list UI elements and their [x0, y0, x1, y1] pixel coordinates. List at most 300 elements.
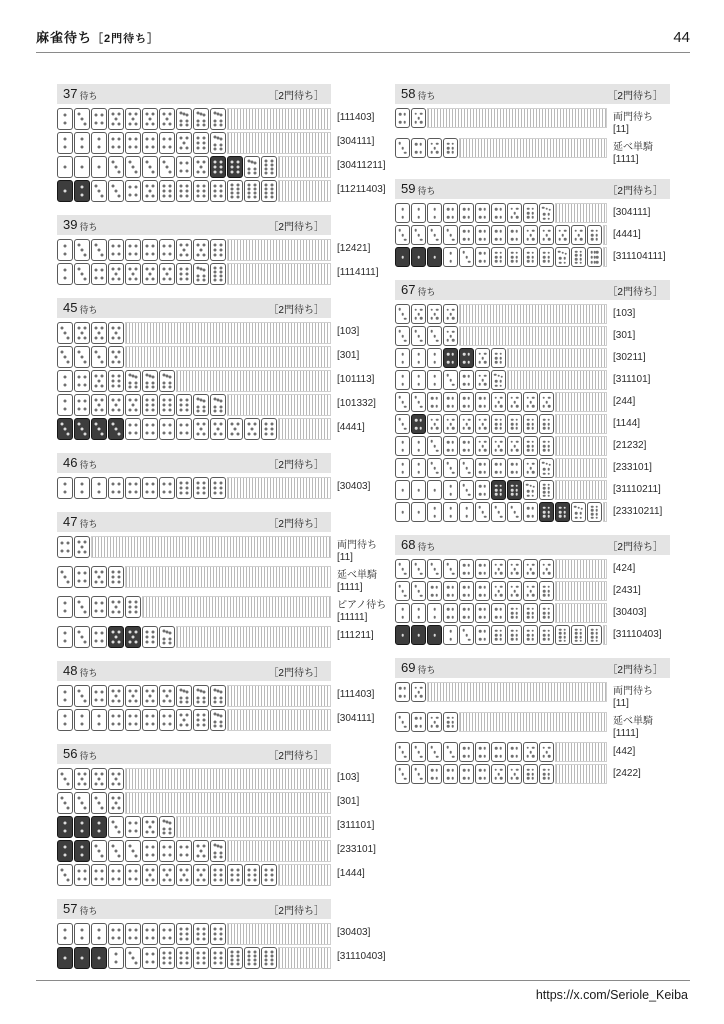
- mahjong-tile: [395, 764, 410, 784]
- mahjong-tile: [459, 458, 474, 478]
- tile-hand: [57, 156, 331, 178]
- mahjong-tile: [475, 225, 490, 245]
- section-number: 45: [63, 300, 78, 315]
- wait-code-label: [2422]: [613, 768, 641, 779]
- empty-slots-hatch: [555, 742, 607, 762]
- mahjong-tile: [411, 682, 426, 702]
- wait-code-label: [304111]: [337, 136, 375, 147]
- row-labels: [337, 394, 376, 410]
- mahjong-tile: [443, 712, 458, 732]
- section-suffix-label: 待ち: [79, 305, 98, 315]
- wait-code-label: [30403]: [337, 481, 371, 492]
- mahjong-tile: [125, 923, 141, 945]
- mahjong-tile: [491, 348, 506, 368]
- tile-row: [395, 581, 670, 601]
- mahjong-tile: [411, 712, 426, 732]
- mahjong-tile: [176, 180, 192, 202]
- tile-row: [57, 840, 395, 862]
- section-header: [57, 84, 331, 104]
- mahjong-tile-highlighted: [427, 625, 442, 645]
- mahjong-tile: [475, 436, 490, 456]
- mahjong-tile: [159, 239, 175, 261]
- mahjong-tile: [159, 709, 175, 731]
- empty-slots-hatch: [555, 436, 607, 456]
- wait-section: [395, 535, 670, 645]
- mahjong-tile: [227, 864, 243, 886]
- mahjong-tile: [108, 709, 124, 731]
- wait-section: [57, 84, 395, 202]
- content-area: [57, 84, 670, 982]
- mahjong-tile: [539, 603, 554, 623]
- mahjong-tile: [108, 477, 124, 499]
- mahjong-tile: [193, 156, 209, 178]
- mahjong-tile-highlighted: [411, 247, 426, 267]
- mahjong-tile: [108, 816, 124, 838]
- mahjong-tile-highlighted: [57, 947, 73, 969]
- mahjong-tile: [411, 203, 426, 223]
- wait-code-label: [21232]: [613, 440, 647, 451]
- mahjong-tile: [142, 394, 158, 416]
- mahjong-tile: [91, 566, 107, 588]
- empty-slots-hatch: [555, 414, 607, 434]
- mahjong-tile: [193, 685, 209, 707]
- row-labels: [337, 596, 386, 624]
- mahjong-tile: [395, 348, 410, 368]
- wait-code-label: [1144]: [613, 418, 641, 429]
- mahjong-tile: [210, 709, 226, 731]
- wait-section: [57, 661, 395, 731]
- mahjong-tile: [507, 603, 522, 623]
- mahjong-tile: [411, 304, 426, 324]
- empty-slots-hatch: [227, 709, 331, 731]
- mahjong-tile: [57, 263, 73, 285]
- mahjong-tile: [57, 346, 73, 368]
- mahjong-tile: [125, 108, 141, 130]
- tile-row: [395, 392, 670, 412]
- mahjong-tile: [91, 685, 107, 707]
- empty-slots-hatch: [278, 156, 331, 178]
- section-suffix-label: 待ち: [79, 906, 98, 916]
- mahjong-tile: [176, 156, 192, 178]
- mahjong-tile: [427, 414, 442, 434]
- wait-code-label: [304111]: [337, 713, 375, 724]
- mahjong-tile: [108, 263, 124, 285]
- mahjong-tile: [475, 392, 490, 412]
- mahjong-tile: [193, 864, 209, 886]
- tile-hand: [395, 225, 607, 245]
- section-header: [395, 280, 670, 300]
- tile-hand: [395, 247, 607, 267]
- mahjong-tile: [57, 132, 73, 154]
- mahjong-tile: [395, 370, 410, 390]
- tile-row: [395, 225, 670, 245]
- mahjong-tile-highlighted: [227, 156, 243, 178]
- mahjong-tile-highlighted: [539, 502, 554, 522]
- mahjong-tile: [91, 626, 107, 648]
- mahjong-tile: [108, 947, 124, 969]
- mahjong-tile: [176, 394, 192, 416]
- mahjong-tile: [459, 370, 474, 390]
- mahjong-tile: [395, 480, 410, 500]
- empty-slots-hatch: [427, 108, 607, 128]
- mahjong-tile: [74, 346, 90, 368]
- empty-slots-hatch: [227, 685, 331, 707]
- mahjong-tile: [395, 559, 410, 579]
- wait-code-label: [233101]: [337, 844, 376, 855]
- wait-type-tag: ［2門待ち］: [268, 518, 324, 530]
- mahjong-tile: [108, 768, 124, 790]
- mahjong-tile: [395, 436, 410, 456]
- empty-slots-hatch: [555, 203, 607, 223]
- mahjong-tile: [459, 603, 474, 623]
- empty-slots-hatch: [459, 138, 607, 158]
- mahjong-tile: [210, 108, 226, 130]
- tile-hand: [57, 816, 331, 838]
- mahjong-tile: [261, 947, 277, 969]
- mahjong-tile: [443, 764, 458, 784]
- section-number: 68: [401, 537, 416, 552]
- mahjong-tile: [57, 370, 73, 392]
- mahjong-tile: [176, 709, 192, 731]
- mahjong-tile: [395, 326, 410, 346]
- right-column: [395, 84, 670, 982]
- mahjong-tile: [395, 682, 410, 702]
- mahjong-tile: [411, 559, 426, 579]
- row-labels: [613, 414, 640, 430]
- row-labels: [613, 458, 652, 474]
- mahjong-tile: [74, 792, 90, 814]
- mahjong-tile-highlighted: [74, 418, 90, 440]
- empty-slots-hatch: [125, 792, 331, 814]
- mahjong-tile: [395, 742, 410, 762]
- wait-type-tag: ［2門待ち］: [268, 304, 324, 316]
- mahjong-tile: [475, 581, 490, 601]
- mahjong-tile: [539, 742, 554, 762]
- mahjong-tile: [227, 418, 243, 440]
- wait-type-tag: ［2門待ち］: [607, 286, 663, 298]
- mahjong-tile: [244, 418, 260, 440]
- mahjong-tile: [91, 108, 107, 130]
- mahjong-tile-highlighted: [74, 840, 90, 862]
- mahjong-tile: [125, 263, 141, 285]
- tile-row: [57, 263, 395, 285]
- mahjong-tile: [395, 108, 410, 128]
- mahjong-tile: [523, 247, 538, 267]
- empty-slots-hatch: [227, 394, 331, 416]
- mahjong-tile: [261, 418, 277, 440]
- mahjong-tile-highlighted: [57, 418, 73, 440]
- mahjong-tile: [108, 394, 124, 416]
- wait-name-label: 両門待ち: [613, 112, 653, 123]
- row-labels: [613, 581, 641, 597]
- page-title-main: 麻雀待ち: [36, 30, 93, 45]
- mahjong-tile: [108, 792, 124, 814]
- mahjong-tile: [523, 414, 538, 434]
- mahjong-tile: [57, 792, 73, 814]
- mahjong-tile: [108, 370, 124, 392]
- mahjong-tile: [459, 225, 474, 245]
- mahjong-tile-highlighted: [57, 840, 73, 862]
- mahjong-tile: [142, 180, 158, 202]
- mahjong-tile: [427, 326, 442, 346]
- mahjong-tile: [491, 559, 506, 579]
- mahjong-tile: [587, 625, 602, 645]
- section-header: [57, 453, 331, 473]
- mahjong-tile: [539, 458, 554, 478]
- mahjong-tile: [142, 156, 158, 178]
- mahjong-tile: [142, 840, 158, 862]
- section-suffix-label: 待ち: [79, 668, 98, 678]
- mahjong-tile: [443, 603, 458, 623]
- row-labels: [613, 480, 661, 496]
- mahjong-tile: [261, 864, 277, 886]
- row-labels: [337, 239, 370, 255]
- empty-slots-hatch: [176, 370, 331, 392]
- empty-slots-hatch: [227, 263, 331, 285]
- row-labels: [613, 348, 646, 364]
- section-number: 69: [401, 660, 416, 675]
- mahjong-tile: [523, 502, 538, 522]
- mahjong-tile: [507, 203, 522, 223]
- mahjong-tile: [125, 709, 141, 731]
- mahjong-tile: [57, 239, 73, 261]
- mahjong-tile: [57, 596, 73, 618]
- section-number: 67: [401, 282, 416, 297]
- mahjong-tile: [523, 458, 538, 478]
- wait-code-label: [103]: [337, 326, 360, 337]
- mahjong-tile: [475, 247, 490, 267]
- mahjong-tile: [475, 559, 490, 579]
- mahjong-tile: [443, 458, 458, 478]
- mahjong-tile: [539, 436, 554, 456]
- mahjong-tile: [125, 864, 141, 886]
- left-column: [57, 84, 395, 982]
- mahjong-tile: [459, 247, 474, 267]
- row-labels: [613, 712, 653, 740]
- mahjong-tile: [159, 923, 175, 945]
- mahjong-tile: [491, 742, 506, 762]
- row-labels: [337, 709, 374, 725]
- tile-hand: [57, 864, 331, 886]
- mahjong-tile: [507, 559, 522, 579]
- tile-hand: [395, 138, 607, 158]
- mahjong-tile: [411, 480, 426, 500]
- mahjong-tile: [176, 840, 192, 862]
- section-number: 47: [63, 514, 78, 529]
- mahjong-tile: [74, 477, 90, 499]
- mahjong-tile: [443, 559, 458, 579]
- section-number: 37: [63, 86, 78, 101]
- wait-code-label: [12421]: [337, 243, 371, 254]
- tile-hand: [57, 596, 331, 618]
- footer-url[interactable]: https://x.com/Seriole_Keiba: [535, 988, 688, 1002]
- wait-code-label: [30403]: [337, 927, 371, 938]
- mahjong-tile: [507, 247, 522, 267]
- mahjong-tile: [443, 392, 458, 412]
- mahjong-tile: [74, 626, 90, 648]
- mahjong-tile: [395, 225, 410, 245]
- mahjong-tile: [491, 392, 506, 412]
- page-number: 44: [673, 29, 690, 46]
- tile-row: [57, 816, 395, 838]
- wait-code-label: [1111]: [613, 728, 639, 739]
- tile-hand: [57, 418, 331, 440]
- mahjong-tile: [459, 414, 474, 434]
- mahjong-tile: [443, 480, 458, 500]
- row-labels: [337, 816, 374, 832]
- mahjong-tile: [523, 764, 538, 784]
- section-header: [57, 512, 331, 532]
- row-labels: [337, 180, 386, 196]
- wait-code-label: [30403]: [613, 607, 647, 618]
- tile-hand: [395, 304, 607, 324]
- mahjong-tile: [57, 566, 73, 588]
- mahjong-tile: [142, 108, 158, 130]
- mahjong-tile: [91, 792, 107, 814]
- mahjong-tile: [523, 203, 538, 223]
- tile-hand: [57, 626, 331, 648]
- mahjong-tile: [523, 480, 538, 500]
- empty-slots-hatch: [427, 682, 607, 702]
- mahjong-tile: [193, 132, 209, 154]
- mahjong-tile: [395, 502, 410, 522]
- mahjong-tile: [427, 603, 442, 623]
- mahjong-tile: [210, 394, 226, 416]
- mahjong-tile: [261, 156, 277, 178]
- mahjong-tile: [210, 864, 226, 886]
- section-header: [57, 215, 331, 235]
- tile-hand: [395, 203, 607, 223]
- mahjong-tile: [57, 394, 73, 416]
- mahjong-tile: [108, 322, 124, 344]
- mahjong-tile: [539, 559, 554, 579]
- empty-slots-hatch: [603, 225, 607, 245]
- mahjong-tile: [395, 458, 410, 478]
- mahjong-tile: [57, 108, 73, 130]
- section-suffix-label: 待ち: [79, 460, 98, 470]
- mahjong-tile: [159, 370, 175, 392]
- tile-hand: [395, 108, 607, 128]
- empty-slots-hatch: [555, 603, 607, 623]
- wait-code-label: [2431]: [613, 585, 641, 596]
- empty-slots-hatch: [459, 304, 607, 324]
- tile-hand: [395, 581, 607, 601]
- empty-slots-hatch: [278, 947, 331, 969]
- mahjong-tile-highlighted: [91, 418, 107, 440]
- mahjong-tile: [57, 536, 73, 558]
- tile-hand: [57, 840, 331, 862]
- tile-row: [57, 566, 395, 594]
- tile-hand: [57, 566, 331, 588]
- mahjong-tile: [57, 156, 73, 178]
- mahjong-tile: [57, 709, 73, 731]
- empty-slots-hatch: [603, 247, 607, 267]
- mahjong-tile: [57, 864, 73, 886]
- wait-section: [57, 298, 395, 440]
- mahjong-tile: [539, 625, 554, 645]
- tile-row: [57, 685, 395, 707]
- row-labels: [613, 764, 641, 780]
- mahjong-tile: [176, 108, 192, 130]
- mahjong-tile: [91, 864, 107, 886]
- tile-hand: [57, 132, 331, 154]
- mahjong-tile: [91, 180, 107, 202]
- mahjong-tile: [443, 742, 458, 762]
- mahjong-tile-highlighted: [125, 626, 141, 648]
- section-header: [395, 658, 670, 678]
- mahjong-tile: [395, 138, 410, 158]
- row-labels: [337, 923, 370, 939]
- mahjong-tile-highlighted: [74, 947, 90, 969]
- tile-hand: [57, 536, 331, 558]
- mahjong-tile: [427, 764, 442, 784]
- mahjong-tile: [475, 480, 490, 500]
- wait-section: [395, 179, 670, 267]
- section-number: 56: [63, 746, 78, 761]
- empty-slots-hatch: [91, 536, 331, 558]
- mahjong-tile: [193, 239, 209, 261]
- row-labels: [337, 566, 377, 594]
- mahjong-tile: [507, 414, 522, 434]
- mahjong-tile: [539, 581, 554, 601]
- wait-code-label: [30211]: [613, 352, 646, 363]
- mahjong-tile: [427, 304, 442, 324]
- wait-name-label: 延べ単騎: [613, 142, 653, 153]
- page-title-tag: ［2門待ち］: [92, 33, 160, 45]
- tile-hand: [395, 480, 607, 500]
- wait-code-label: [31110403]: [337, 951, 386, 962]
- mahjong-tile-highlighted: [57, 180, 73, 202]
- tile-hand: [395, 559, 607, 579]
- mahjong-tile: [571, 225, 586, 245]
- tile-hand: [395, 682, 607, 702]
- mahjong-tile: [210, 263, 226, 285]
- mahjong-tile: [142, 947, 158, 969]
- mahjong-tile: [244, 864, 260, 886]
- empty-slots-hatch: [227, 923, 331, 945]
- wait-type-tag: ［2門待ち］: [268, 221, 324, 233]
- wait-code-label: [103]: [613, 308, 636, 319]
- mahjong-tile: [491, 225, 506, 245]
- mahjong-tile-highlighted: [555, 502, 570, 522]
- mahjong-tile: [74, 370, 90, 392]
- mahjong-tile: [427, 348, 442, 368]
- mahjong-tile: [159, 394, 175, 416]
- mahjong-tile: [159, 816, 175, 838]
- wait-code-label: [11111]: [337, 612, 368, 623]
- section-header: [57, 298, 331, 318]
- tile-hand: [395, 742, 607, 762]
- mahjong-tile: [491, 203, 506, 223]
- mahjong-tile-highlighted: [108, 418, 124, 440]
- section-number: 59: [401, 181, 416, 196]
- tile-row: [395, 348, 670, 368]
- mahjong-tile: [142, 239, 158, 261]
- mahjong-tile: [108, 685, 124, 707]
- mahjong-tile-highlighted: [459, 348, 474, 368]
- mahjong-tile: [91, 132, 107, 154]
- tile-row: [57, 346, 395, 368]
- mahjong-tile: [108, 596, 124, 618]
- mahjong-tile: [57, 322, 73, 344]
- mahjong-tile: [193, 394, 209, 416]
- mahjong-tile: [523, 742, 538, 762]
- wait-code-label: [1444]: [337, 868, 365, 879]
- tile-row: [57, 132, 395, 154]
- mahjong-tile: [142, 923, 158, 945]
- tile-row: [395, 304, 670, 324]
- tile-row: [395, 742, 670, 762]
